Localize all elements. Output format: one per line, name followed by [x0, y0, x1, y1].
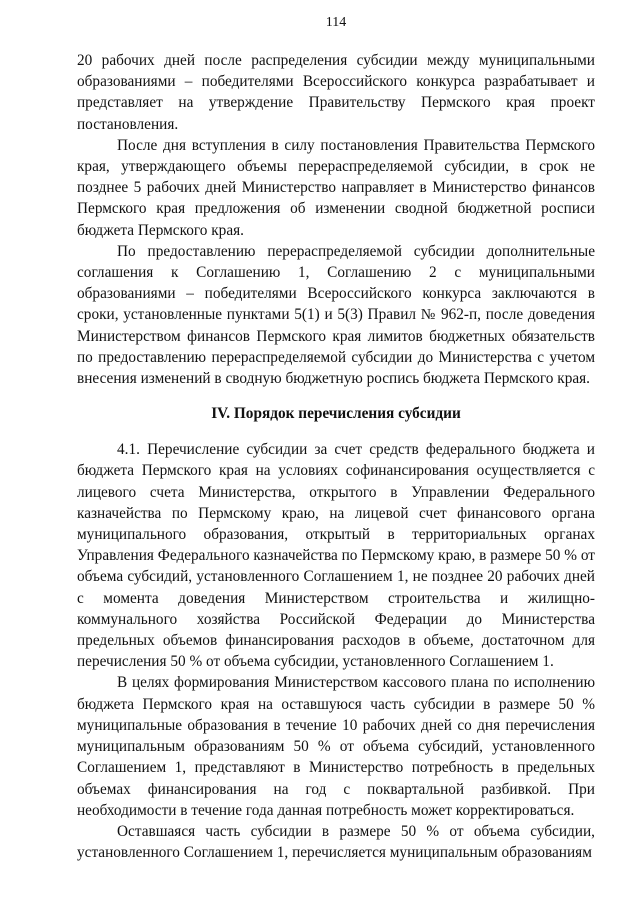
paragraph-continuation: 20 рабочих дней после распределения субсидии между муниципальными образованиями – победителями Всероссийского конкурса разрабатывает и представляет на утверждение Правительству Пермского края проект постановления. — [77, 52, 595, 133]
paragraph-cash-plan: В целях формирования Министерством кассового плана по исполнению бюджета Пермского края на оставшуюся часть субсидии в размере 50 % муниципальные образования в течение 10 рабочих дней со дня перечисления муниципальным образованиям 50 % от объема субсидий, установленного Соглашением 1, представляют в Министерство потребность в предельных объемах финансирования на год с поквартальной разбивкой. При необходимости в течение года данная потребность может корректироваться. — [77, 674, 595, 819]
section-heading: IV. Порядок перечисления субсидии — [211, 405, 461, 423]
document-page — [77, 14, 595, 863]
paragraph-4-1: 4.1. Перечисление субсидии за счет средств федерального бюджета и бюджета Пермского края на условиях софинансирования осуществляется с лицевого счета Министерства, открытого в Управлении Федерального казначейства по Пермскому краю, на лицевой счет финансового органа муниципального образования, открытый в территориальных органах Управления Федерального казначейства по Пермскому краю, в размере 50 % от объема субсидий, установленного Соглашением 1, не позднее 20 рабочих дней с момента доведения Министерством строительства и жилищно-коммунального хозяйства Российской Федерации до Министерства предельных объемов финансирования расходов в объеме, достаточном для перечисления 50 % от объема субсидии, установленного Соглашением 1. — [77, 441, 595, 671]
paragraph-remaining-subsidy: Оставшаяся часть субсидии в размере 50 % от объема субсидии, установленного Соглашением 1, перечисляется муниципальным образованиям — [77, 822, 595, 862]
paragraph-additional-agreements: По предоставлению перераспределяемой субсидии дополнительные соглашения к Соглашению 1, Соглашению 2 с муниципальными образованиями – победителями Всероссийского конкурса заключаются в сроки, установленные пунктами 5(1) и 5(3) Правил № 962-п, после доведения Министерством финансов Пермского края лимитов бюджетных обязательств по предоставлению перераспределяемой субсидии до Министерства с учетом внесения изменений в сводную бюджетную роспись бюджета Пермского края. — [77, 242, 595, 388]
page-number: 114 — [325, 15, 347, 30]
paragraph-budget-change: После дня вступления в силу постановления Правительства Пермского края, утверждающего объемы перераспределяемой субсидии, в срок не позднее 5 рабочих дней Министерство направляет в Министерство финансов Пермского края предложения об изменении сводной бюджетной росписи бюджета Пермского края. — [77, 136, 595, 239]
